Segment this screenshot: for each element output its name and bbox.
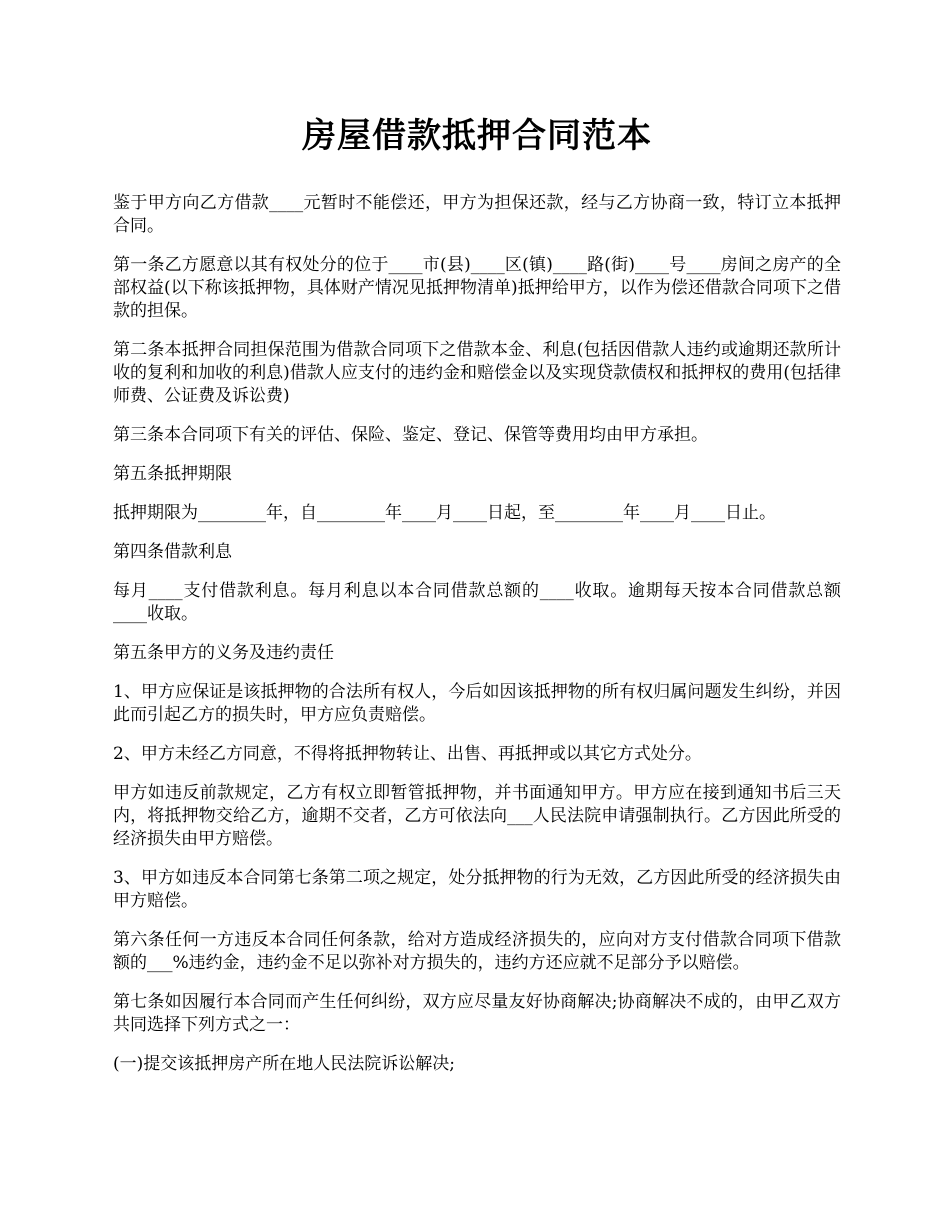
obligation-item-2: 2、甲方未经乙方同意，不得将抵押物转让、出售、再抵押或以其它方式处分。 xyxy=(113,744,702,764)
document-page xyxy=(113,110,841,1092)
obligation-item-1: 1、甲方应保证是该抵押物的合法所有权人，今后如因该抵押物的所有权归属问题发生纠纷，并因此而引起乙方的损失时，甲方应负责赔偿。 xyxy=(113,682,841,725)
article-6-paragraph: 第六条任何一方违反本合同任何条款，给对方造成经济损失的，应向对方支付借款合同项下借款额的___%违约金，违约金不足以弥补对方损失的，违约方还应就不足部分予以赔偿。 xyxy=(113,930,841,973)
article-3-paragraph: 第三条本合同项下有关的评估、保险、鉴定、登记、保管等费用均由甲方承担。 xyxy=(113,425,708,445)
loan-interest-heading: 第四条借款利息 xyxy=(113,542,232,562)
loan-interest-paragraph: 每月____支付借款利息。每月利息以本合同借款总额的____收取。逾期每天按本合同借款总额____收取。 xyxy=(113,581,841,624)
dispute-option-1: (一)提交该抵押房产所在地人民法院诉讼解决; xyxy=(113,1054,455,1074)
obligation-item-2-detail: 甲方如违反前款规定，乙方有权立即暂管抵押物，并书面通知甲方。甲方应在接到通知书后三天内，将抵押物交给乙方，逾期不交者，乙方可依法向___人民法院申请强制执行。乙方因此所受的经济损失由甲方赔偿。 xyxy=(113,783,841,849)
mortgage-term-heading: 第五条抵押期限 xyxy=(113,464,232,484)
obligation-item-3: 3、甲方如违反本合同第七条第二项之规定，处分抵押物的行为无效，乙方因此所受的经济损失由甲方赔偿。 xyxy=(113,868,841,911)
obligations-heading: 第五条甲方的义务及违约责任 xyxy=(113,643,334,663)
document-title: 房屋借款抵押合同范本 xyxy=(302,116,652,156)
article-7-paragraph: 第七条如因履行本合同而产生任何纠纷，双方应尽量友好协商解决;协商解决不成的，由甲乙双方共同选择下列方式之一： xyxy=(113,992,841,1035)
preamble-paragraph: 鉴于甲方向乙方借款____元暂时不能偿还，甲方为担保还款，经与乙方协商一致，特订立本抵押合同。 xyxy=(113,193,841,236)
mortgage-term-paragraph: 抵押期限为________年，自________年____月____日起，至________年____月____日止。 xyxy=(113,503,776,523)
article-2-paragraph: 第二条本抵押合同担保范围为借款合同项下之借款本金、利息(包括因借款人违约或逾期还款所计收的复利和加收的利息)借款人应支付的违约金和赔偿金以及实现贷款债权和抵押权的费用(包括律师费、公证费及诉讼费) xyxy=(113,340,841,406)
article-1-paragraph: 第一条乙方愿意以其有权处分的位于____市(县)____区(镇)____路(街)____号____房间之房产的全部权益(以下称该抵押物，具体财产情况见抵押物清单)抵押给甲方，以作为偿还借款合同项下之借款的担保。 xyxy=(113,255,841,321)
